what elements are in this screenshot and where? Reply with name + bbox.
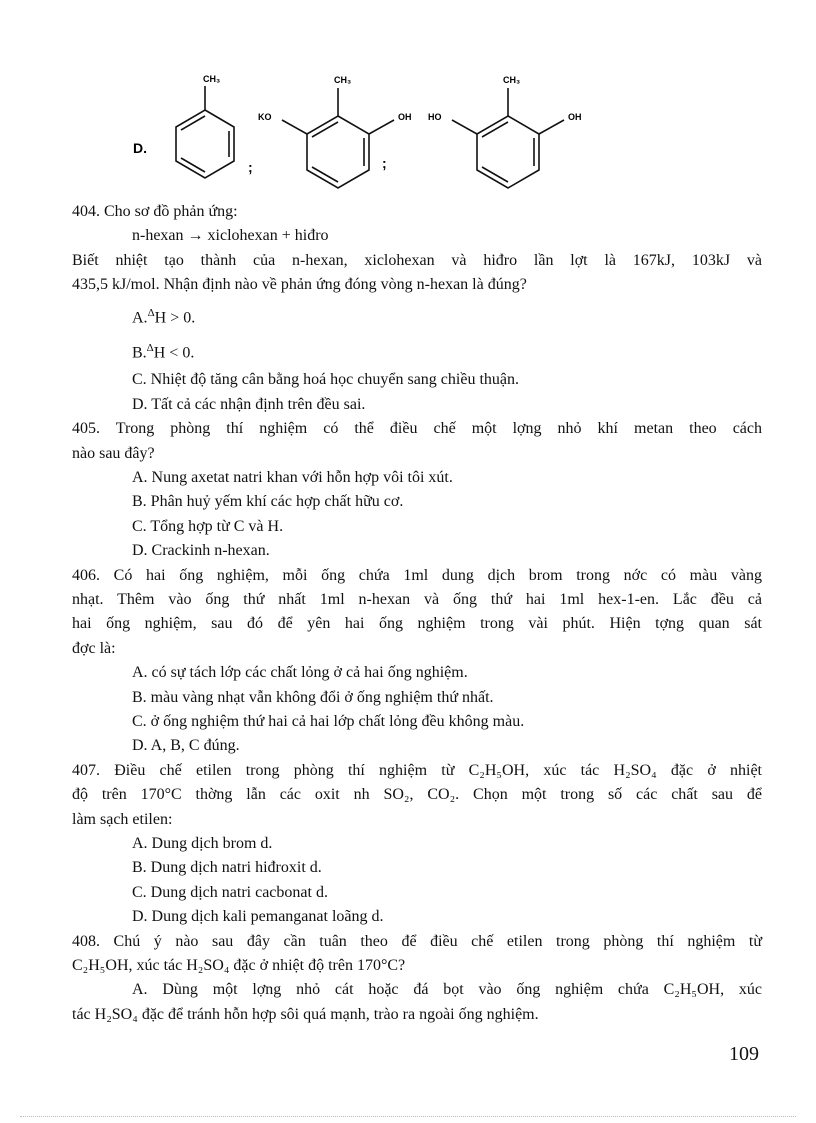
delta-symbol: Δ (146, 341, 154, 354)
q404-reactant: n-hexan (132, 227, 184, 245)
q404-body-2: 435,5 kJ/mol. Nhận định nào về phản ứng đóng vòng n-hexan là đúng? (72, 276, 527, 294)
benzene-structures-figure (130, 58, 600, 198)
toluene-structure (176, 86, 234, 178)
structure2-oh-label: OH (398, 112, 412, 122)
q406-option-d: D. A, B, C đúng. (132, 737, 240, 755)
question-407 (72, 759, 762, 930)
q406-stem-3: hai ống nghiệm, sau đó để yên hai ống nghiệm trong vài phút. Hiện tợng quan sát (72, 615, 762, 633)
q407-stem-1: 407. Điều chế etilen trong phòng thí nghiệm từ C₂H₅OH, xúc tác H₂SO₄ đặc ở nhiệt (72, 761, 762, 779)
structure3-ch3-label: CH₃ (503, 75, 521, 85)
q404-body-1: Biết nhiệt tạo thành của n-hexan, xiclohexan và hiđro lần lợt là 167kJ, 103kJ và (72, 251, 762, 269)
q405-stem-1: 405. Trong phòng thí nghiệm có thể điều chế một lợng nhỏ khí metan theo cách (72, 420, 762, 438)
q408-stem-2: C₂H₅OH, xúc tác H₂SO₄ đặc ở nhiệt độ trên 170°C? (72, 957, 406, 975)
q406-stem-1: 406. Có hai ống nghiệm, mỗi ống chứa 1ml dung dịch brom trong nớc có màu vàng (72, 566, 762, 584)
structure2-ch3-label: CH₃ (334, 75, 352, 85)
methylbenzene-diol-structure (452, 88, 564, 188)
q406-option-c: C. ở ống nghiệm thứ hai cả hai lớp chất lỏng đều không màu. (132, 712, 525, 730)
question-406 (72, 564, 762, 759)
q408-option-a-line-2: tác H₂SO₄ đặc để tránh hỗn hợp sôi quá mạnh, trào ra ngoài ống nghiệm. (72, 1005, 539, 1023)
q408-option-a-line-1: A. Dùng một lợng nhỏ cát hoặc đá bọt vào ống nghiệm chứa C₂H₅OH, xúc (132, 981, 762, 999)
page-number: 109 (729, 1043, 759, 1065)
reaction-arrow-icon: → (187, 227, 204, 245)
q404-equation (72, 224, 762, 248)
separator-2: ; (382, 155, 387, 171)
question-405 (72, 417, 762, 563)
q405-option-d: D. Crackinh n-hexan. (132, 542, 270, 560)
q404-stem: 404. Cho sơ đồ phản ứng: (72, 203, 238, 220)
question-408 (72, 930, 762, 1028)
structure3-ho-label: HO (428, 112, 442, 122)
delta-symbol: Δ (147, 306, 155, 319)
q405-option-b: B. Phân huỷ yếm khí các hợp chất hữu cơ. (132, 493, 404, 511)
q405-option-a: A. Nung axetat natri khan với hỗn hợp vôi tôi xút. (132, 468, 453, 486)
q407-option-d: D. Dung dịch kali pemanganat loãng d. (132, 908, 384, 926)
q405-stem-2: nào sau đây? (72, 444, 155, 462)
option-d-structures (130, 58, 600, 198)
q404-option-b: B.$^\Delta$H < 0. (132, 341, 195, 362)
bottom-divider (20, 1116, 796, 1117)
q404-option-a: A.$^\Delta$H > 0. (132, 306, 196, 326)
question-404 (72, 200, 762, 417)
q407-option-b: B. Dung dịch natri hiđroxit d. (132, 859, 322, 877)
q404-option-d: D. Tất cả các nhận định trên đều sai. (132, 395, 366, 413)
methylbenzene-ko-oh-structure (282, 88, 394, 188)
q406-option-b: B. màu vàng nhạt vẫn không đổi ở ống nghiệm thứ nhất. (132, 688, 494, 706)
q404-option-c: C. Nhiệt độ tăng cân bằng hoá học chuyển sang chiều thuận. (132, 371, 519, 389)
q406-option-a: A. có sự tách lớp các chất lỏng ở cả hai ống nghiệm. (132, 664, 468, 682)
q408-stem-1: 408. Chú ý nào sau đây cần tuân theo để điều chế etilen trong phòng thí nghiệm từ (72, 932, 762, 950)
q406-stem-2: nhạt. Thêm vào ống thứ nhất 1ml n-hexan và ống thứ hai 1ml hex-1-en. Lắc đều cả (72, 590, 762, 608)
q404-products: xiclohexan + hiđro (207, 227, 329, 245)
q406-stem-4: đợc là: (72, 639, 116, 657)
separator-1: ; (248, 159, 253, 175)
q407-stem-3: làm sạch etilen: (72, 810, 173, 828)
structure2-ko-label: KO (258, 112, 272, 122)
toluene-ch3-label: CH₃ (203, 74, 221, 84)
q407-option-c: C. Dung dịch natri cacbonat d. (132, 883, 328, 901)
document-body (72, 200, 762, 1027)
option-d-label: D. (133, 140, 147, 156)
structure3-oh-label: OH (568, 112, 582, 122)
q407-stem-2: độ trên 170°C thờng lẫn các oxit nh SO₂, CO₂. Chọn một trong số các chất sau để (72, 786, 762, 804)
q405-option-c: C. Tổng hợp từ C và H. (132, 517, 284, 535)
q407-option-a: A. Dung dịch brom d. (132, 835, 273, 852)
